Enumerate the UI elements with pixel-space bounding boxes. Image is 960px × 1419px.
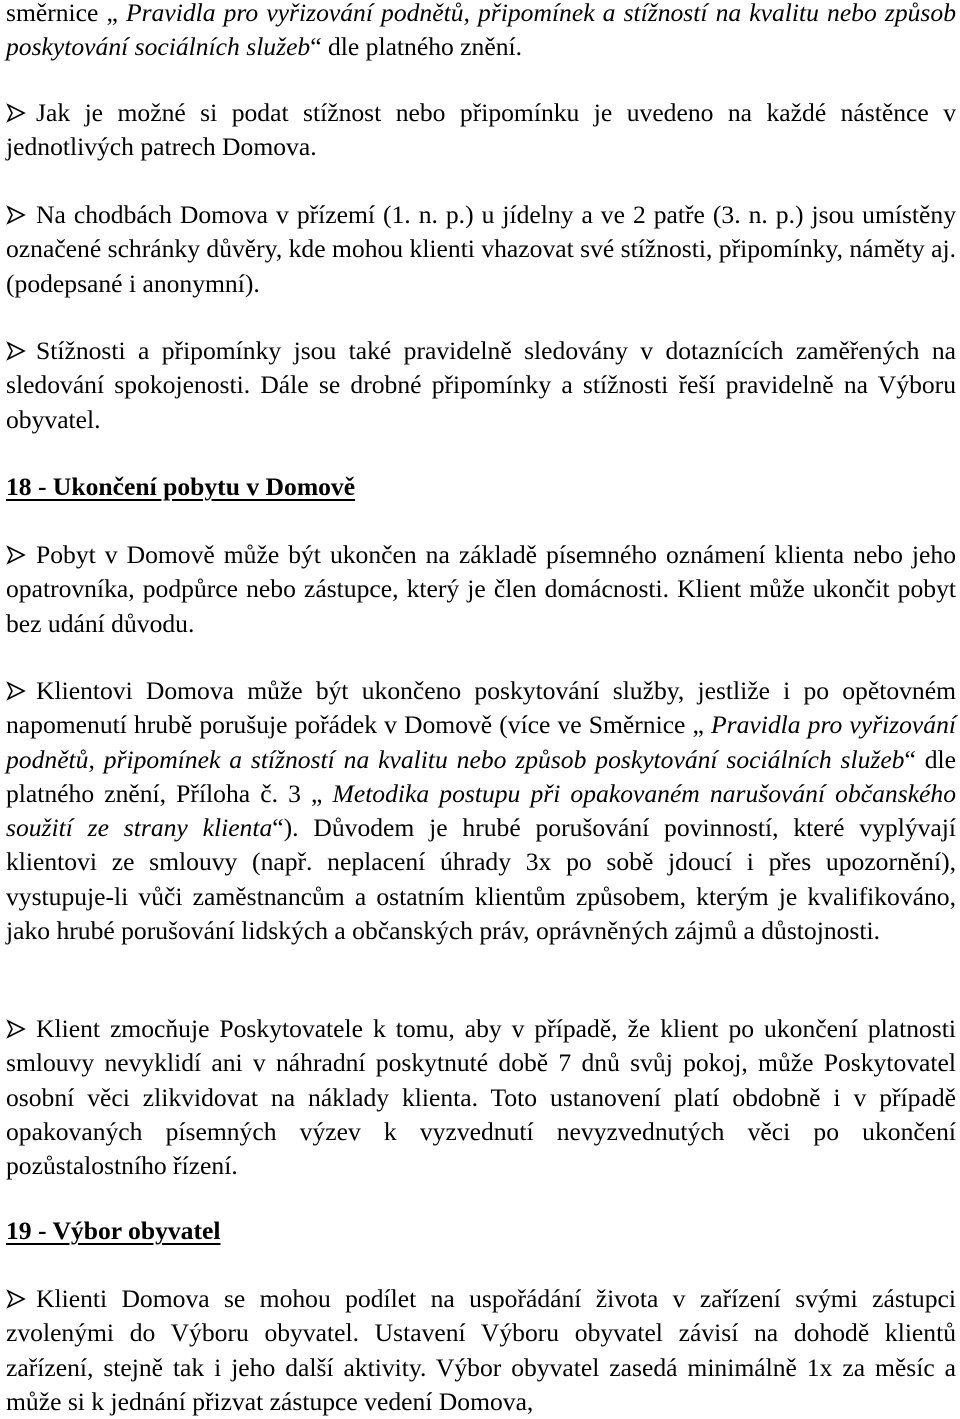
arrow-bullet-icon: [6, 96, 36, 130]
arrow-bullet-icon: [6, 198, 36, 232]
arrow-bullet-icon: [6, 674, 36, 708]
methodology-title: Metodika postupu při opakovaném narušování občanského soužití ze strany klienta: [6, 778, 957, 843]
section-heading-18: 18 - Ukončení pobytu v Domově: [6, 472, 356, 501]
arrow-bullet-icon: [6, 334, 36, 368]
directive-title: Pravidla pro vyřizování podnětů, připomínek a stížností na kvalitu nebo způsob poskytování sociálních služeb: [6, 0, 956, 62]
paragraph-directive-continuation: směrnice „ Pravidla pro vyřizování podnětů, připomínek a stížností na kvalitu nebo způsob poskytování sociálních služeb“ dle platného znění.: [6, 0, 956, 62]
bullet-item-surveys: Stížnosti a připomínky jsou také pravidelně sledovány v dotaznících zaměřených na sledování spokojenosti. Dále se drobné připomínky a stížnosti řeší pravidelně na Výboru obyvatel.: [6, 336, 956, 434]
bullet-item-belongings: Klient zmocňuje Poskytovatele k tomu, aby v případě, že klient po ukončení platnosti smlouvy nevyklidí ani v náhradní poskytnuté době 7 dnů svůj pokoj, může Poskytovatel osobní věci zlikvidovat na náklady klienta. Toto ustanovení platí obdobně i v případě opakovaných písemných výzev k vyzvednutí nevyzvednutých věci po ukončení pozůstalostního řízení.: [6, 1014, 956, 1181]
arrow-bullet-icon: [6, 1012, 36, 1046]
section-heading-19: 19 - Výbor obyvatel: [6, 1216, 221, 1245]
arrow-bullet-icon: [6, 538, 36, 572]
bullet-item-complaint-info: Jak je možné si podat stížnost nebo připomínku je uvedeno na každé nástěnce v jednotlivých patrech Domova.: [6, 98, 956, 162]
bullet-item-stay-termination: Pobyt v Domově může být ukončen na základě písemného oznámení klienta nebo jeho opatrovníka, podpůrce nebo zástupce, který je člen domácnosti. Klient může ukončit pobyt bez udání důvodu.: [6, 540, 956, 638]
bullet-item-residents-committee: Klienti Domova se mohou podílet na uspořádání života v zařízení svými zástupci zvolenými do Výboru obyvatel. Ustavení Výboru obyvatel závisí na dohodě klientů zařízení, stejně tak i jeho další aktivity. Výbor obyvatel zasedá minimálně 1x za měsíc a může si k jednání přizvat zástupce vedení Domova,: [6, 1284, 956, 1416]
bullet-item-trust-boxes: Na chodbách Domova v přízemí (1. n. p.) u jídelny a ve 2 patře (3. n. p.) jsou umístěny označené schránky důvěry, kde mohou klienti vhazovat své stížnosti, připomínky, náměty aj. (podepsané i anonymní).: [6, 200, 956, 298]
directive-title: Pravidla pro vyřizování podnětů, připomínek a stížností na kvalitu nebo způsob poskytování sociálních služeb: [6, 710, 956, 774]
arrow-bullet-icon: [6, 1282, 36, 1316]
bullet-item-service-termination: Klientovi Domova může být ukončeno poskytování služby, jestliže i po opětovném napomenutí hrubě porušuje pořádek v Domově (více ve Směrnice „ Pravidla pro vyřizování podnětů, připomínek a stížností na kvalitu nebo způsob poskytování sociálních služeb“ dle platného znění, Příloha č. 3 „ Metodika postupu při opakovaném narušování občanského soužití ze strany klienta“). Důvodem je hrubé porušování povinností, které vyplývají klientovi ze smlouvy (např. neplacení úhrady 3x po sobě jdoucí i přes upozornění), vystupuje-li vůči zaměstnancům a ostatním klientům způsobem, kterým je kvalifikováno, jako hrubé porušování lidských a občanských práv, oprávněných zájmů a důstojnosti.: [6, 676, 957, 946]
